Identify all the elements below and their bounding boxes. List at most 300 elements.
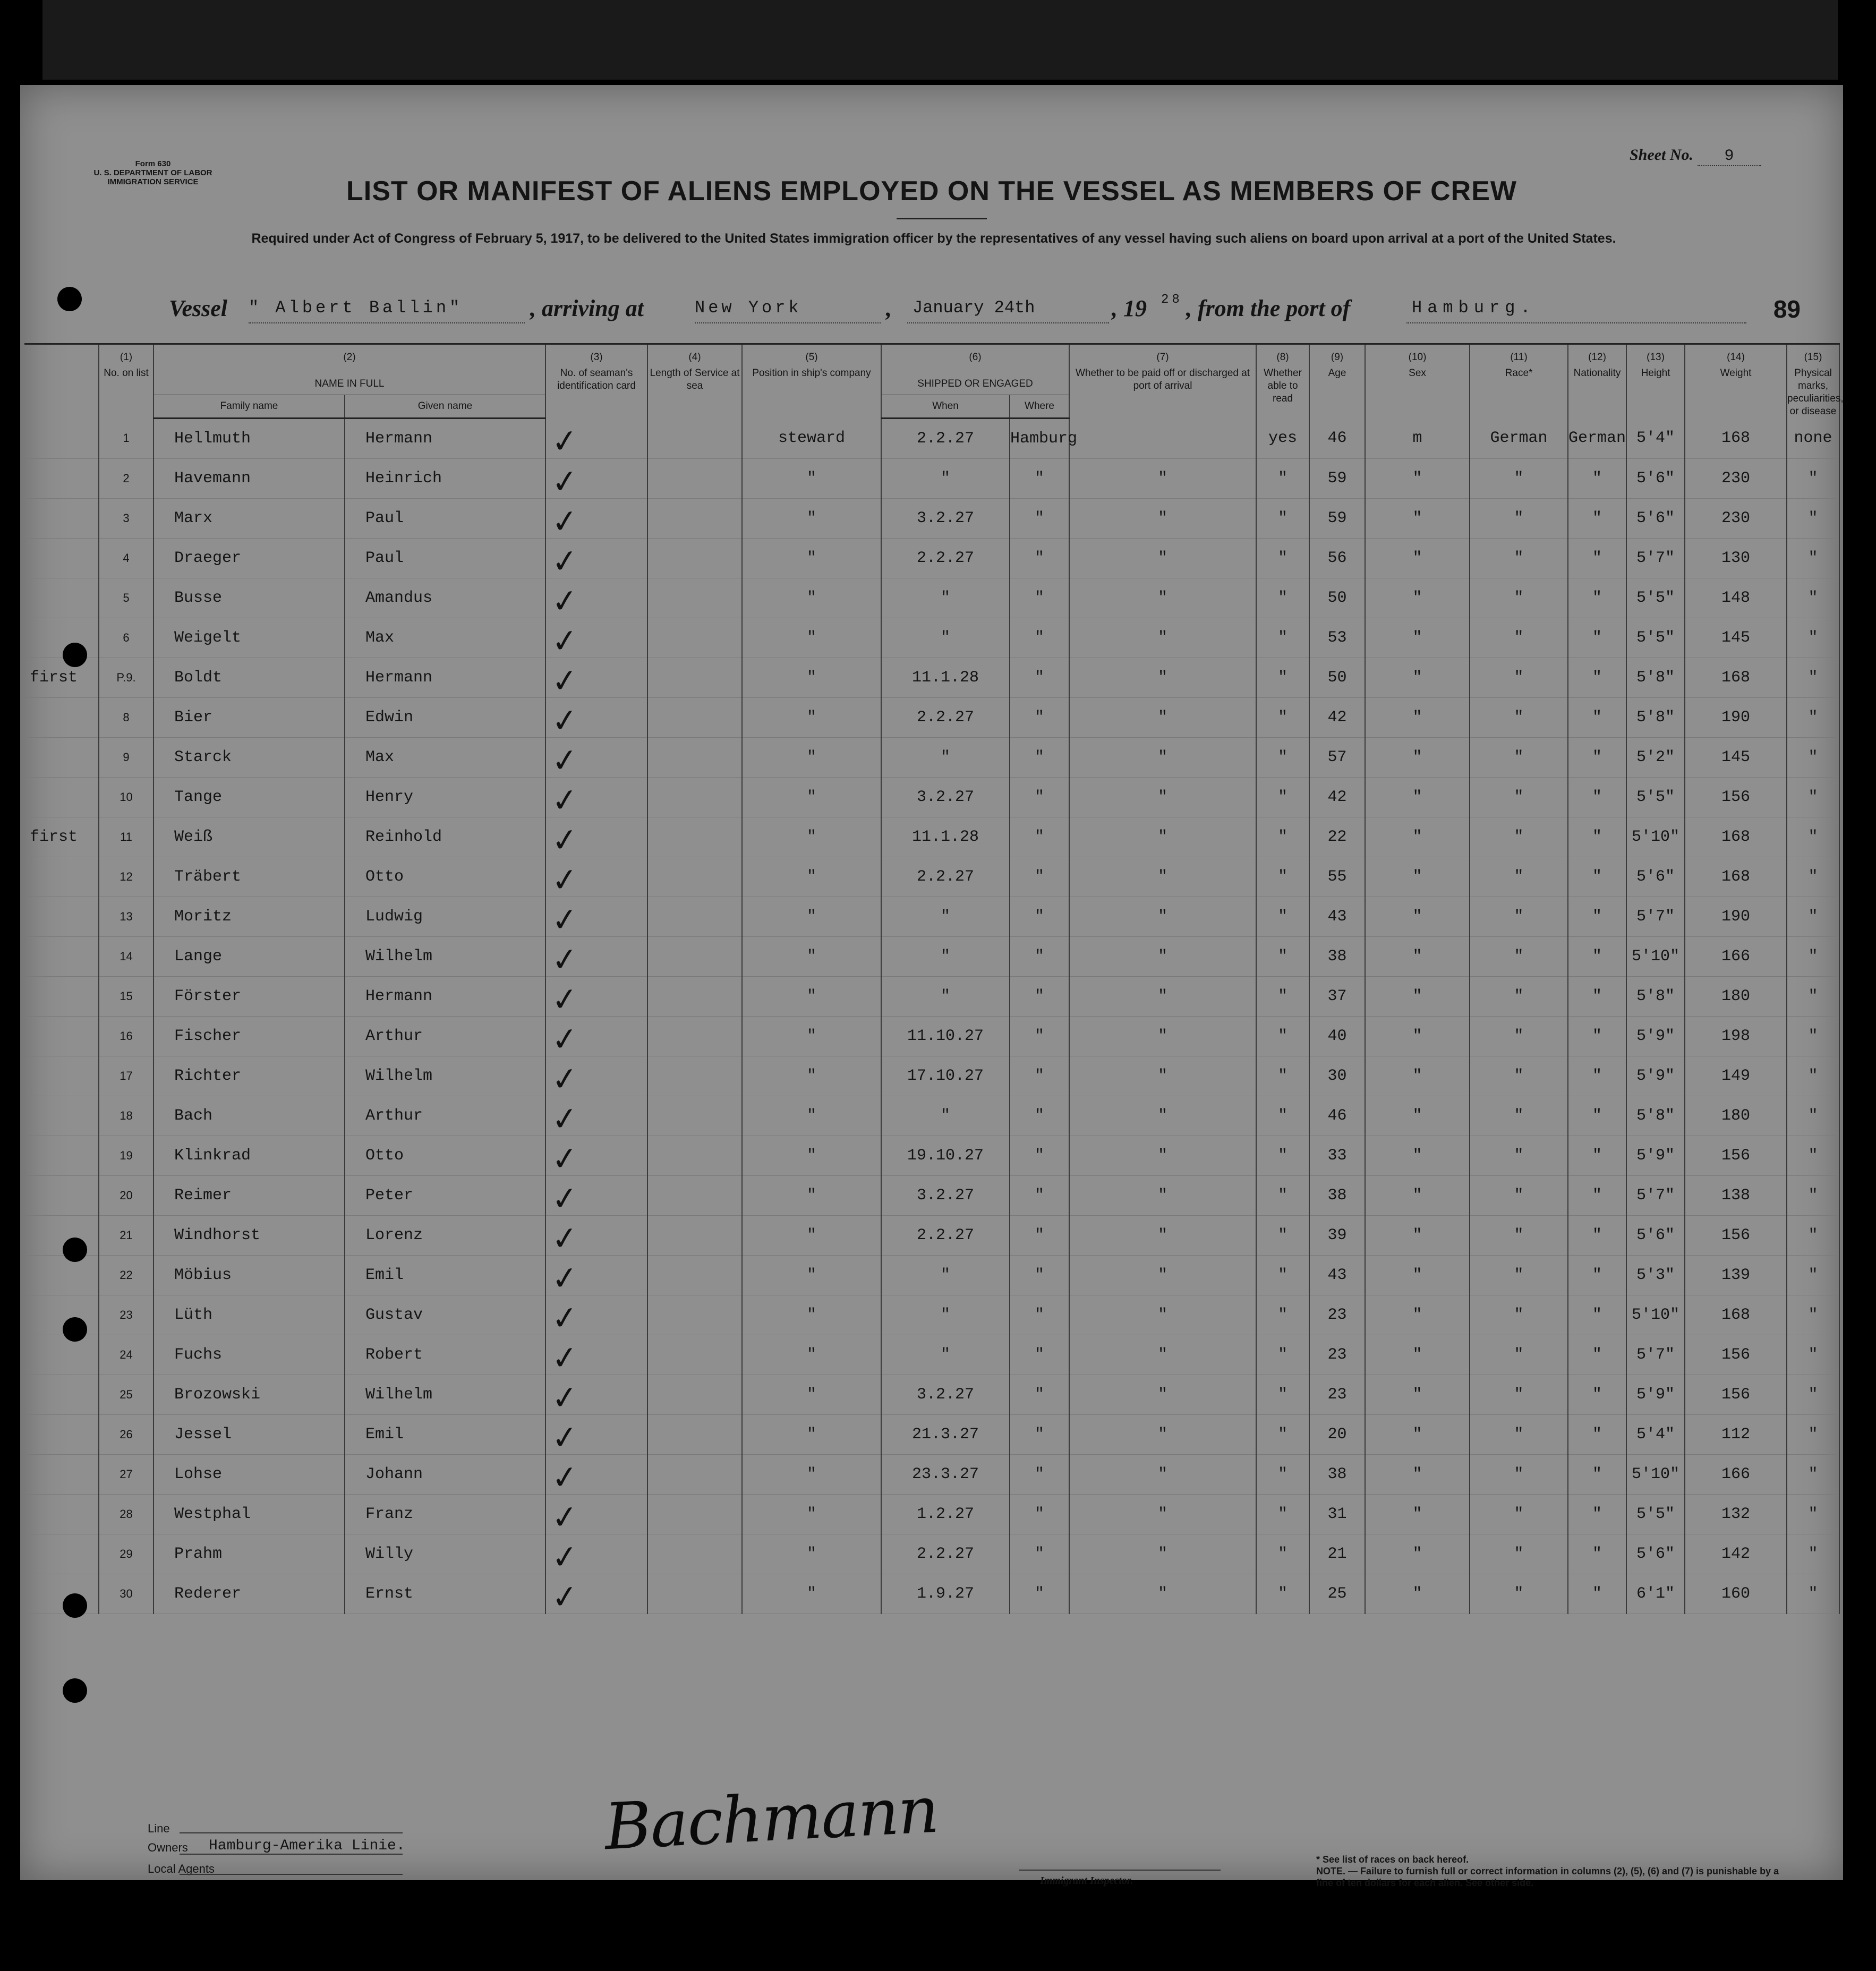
paid-off: " bbox=[1069, 1574, 1256, 1614]
sex: " bbox=[1365, 777, 1470, 817]
service-length bbox=[647, 1056, 742, 1096]
table-row bbox=[24, 1255, 1839, 1295]
family-name: Förster bbox=[154, 976, 345, 1016]
height: 5'4" bbox=[1626, 418, 1685, 458]
family-name: Rederer bbox=[154, 1574, 345, 1614]
shipped-when: 3.2.27 bbox=[881, 498, 1010, 538]
race: " bbox=[1470, 1136, 1568, 1175]
id-card-check: ✓ bbox=[544, 493, 650, 543]
race: " bbox=[1470, 1454, 1568, 1494]
list-number: 20 bbox=[99, 1175, 154, 1215]
id-card-check: ✓ bbox=[544, 1489, 650, 1539]
line-underline bbox=[180, 1832, 403, 1833]
able-to-read: " bbox=[1256, 1215, 1309, 1255]
paid-off: " bbox=[1069, 1454, 1256, 1494]
id-card-check: ✓ bbox=[544, 1011, 650, 1061]
weight: 156 bbox=[1685, 777, 1787, 817]
physical-marks: " bbox=[1787, 936, 1839, 976]
given-name: Paul bbox=[345, 538, 545, 578]
height: 5'9" bbox=[1626, 1375, 1685, 1414]
shipped-when: 2.2.27 bbox=[881, 857, 1010, 897]
nationality: " bbox=[1568, 1175, 1626, 1215]
margin-note bbox=[24, 618, 99, 658]
margin-note bbox=[24, 418, 99, 458]
able-to-read: " bbox=[1256, 1016, 1309, 1056]
shipped-where: " bbox=[1010, 458, 1069, 498]
id-card-check: ✓ bbox=[544, 851, 650, 902]
margin-note bbox=[24, 1096, 99, 1136]
id-card-check: ✓ bbox=[544, 692, 650, 743]
shipped-when: " bbox=[881, 578, 1010, 618]
given-name: Arthur bbox=[345, 1096, 545, 1136]
list-number: 1 bbox=[99, 418, 154, 458]
col-header-height: (13) Height bbox=[1626, 344, 1685, 419]
given-name: Robert bbox=[345, 1335, 545, 1375]
table-row bbox=[24, 1215, 1839, 1255]
paid-off: " bbox=[1069, 538, 1256, 578]
shipped-when: 3.2.27 bbox=[881, 1375, 1010, 1414]
sex: " bbox=[1365, 1494, 1470, 1534]
physical-marks: " bbox=[1787, 1494, 1839, 1534]
table-row bbox=[24, 1016, 1839, 1056]
service-length bbox=[647, 1375, 742, 1414]
col-header-when: When bbox=[881, 395, 1010, 418]
service-length bbox=[647, 777, 742, 817]
shipped-where: " bbox=[1010, 936, 1069, 976]
title-rule bbox=[897, 218, 987, 219]
id-card-check: ✓ bbox=[544, 891, 650, 942]
shipped-when: 17.10.27 bbox=[881, 1056, 1010, 1096]
service-length bbox=[647, 1295, 742, 1335]
given-name: Paul bbox=[345, 498, 545, 538]
given-name: Peter bbox=[345, 1175, 545, 1215]
weight: 139 bbox=[1685, 1255, 1787, 1295]
date-dotline bbox=[907, 322, 1109, 323]
able-to-read: " bbox=[1256, 578, 1309, 618]
table-row bbox=[24, 1454, 1839, 1494]
race: " bbox=[1470, 658, 1568, 697]
height: 5'9" bbox=[1626, 1056, 1685, 1096]
height: 5'6" bbox=[1626, 498, 1685, 538]
physical-marks: " bbox=[1787, 897, 1839, 936]
family-name: Jessel bbox=[154, 1414, 345, 1454]
service-length bbox=[647, 538, 742, 578]
shipped-where: " bbox=[1010, 1534, 1069, 1574]
margin-note bbox=[24, 697, 99, 737]
paid-off: " bbox=[1069, 1215, 1256, 1255]
list-number: 6 bbox=[99, 618, 154, 658]
table-row bbox=[24, 538, 1839, 578]
able-to-read: " bbox=[1256, 538, 1309, 578]
given-name: Reinhold bbox=[345, 817, 545, 857]
owners-value: Hamburg-Amerika Linie. bbox=[209, 1838, 405, 1854]
physical-marks: none bbox=[1787, 418, 1839, 458]
nationality: " bbox=[1568, 538, 1626, 578]
height: 5'10" bbox=[1626, 1454, 1685, 1494]
physical-marks: " bbox=[1787, 857, 1839, 897]
race: " bbox=[1470, 1494, 1568, 1534]
list-number: 30 bbox=[99, 1574, 154, 1614]
margin-note bbox=[24, 1375, 99, 1414]
id-card-check: ✓ bbox=[544, 931, 650, 982]
able-to-read: " bbox=[1256, 817, 1309, 857]
weight: 168 bbox=[1685, 857, 1787, 897]
position: " bbox=[742, 578, 881, 618]
family-name: Lüth bbox=[154, 1295, 345, 1335]
position: " bbox=[742, 1255, 881, 1295]
list-number: 14 bbox=[99, 936, 154, 976]
nationality: " bbox=[1568, 1096, 1626, 1136]
margin-note bbox=[24, 897, 99, 936]
family-name: Lange bbox=[154, 936, 345, 976]
given-name: Gustav bbox=[345, 1295, 545, 1335]
shipped-where: " bbox=[1010, 658, 1069, 697]
given-name: Lorenz bbox=[345, 1215, 545, 1255]
able-to-read: " bbox=[1256, 1175, 1309, 1215]
shipped-where: " bbox=[1010, 976, 1069, 1016]
weight: 142 bbox=[1685, 1534, 1787, 1574]
table-row bbox=[24, 658, 1839, 697]
paid-off: " bbox=[1069, 737, 1256, 777]
family-name: Westphal bbox=[154, 1494, 345, 1534]
id-card-check: ✓ bbox=[544, 1369, 650, 1420]
shipped-when: 3.2.27 bbox=[881, 777, 1010, 817]
col-header-position: (5) Position in ship's company bbox=[742, 344, 881, 419]
height: 5'8" bbox=[1626, 976, 1685, 1016]
table-row bbox=[24, 817, 1839, 857]
position: " bbox=[742, 976, 881, 1016]
list-number: 24 bbox=[99, 1335, 154, 1375]
age: 50 bbox=[1309, 658, 1365, 697]
height: 5'7" bbox=[1626, 897, 1685, 936]
weight: 230 bbox=[1685, 458, 1787, 498]
height: 5'5" bbox=[1626, 578, 1685, 618]
physical-marks: " bbox=[1787, 1295, 1839, 1335]
margin-note bbox=[24, 1574, 99, 1614]
height: 5'6" bbox=[1626, 1534, 1685, 1574]
service-length bbox=[647, 737, 742, 777]
physical-marks: " bbox=[1787, 976, 1839, 1016]
age: 31 bbox=[1309, 1494, 1365, 1534]
shipped-when: " bbox=[881, 1255, 1010, 1295]
weight: 198 bbox=[1685, 1016, 1787, 1056]
sex: " bbox=[1365, 498, 1470, 538]
paid-off: " bbox=[1069, 1295, 1256, 1335]
shipped-where: " bbox=[1010, 1295, 1069, 1335]
race: " bbox=[1470, 1414, 1568, 1454]
margin-note bbox=[24, 857, 99, 897]
race: " bbox=[1470, 1534, 1568, 1574]
physical-marks: " bbox=[1787, 1096, 1839, 1136]
col-header-age: (9) Age bbox=[1309, 344, 1365, 419]
table-row bbox=[24, 458, 1839, 498]
family-name: Bier bbox=[154, 697, 345, 737]
table-row bbox=[24, 1136, 1839, 1175]
service-length bbox=[647, 458, 742, 498]
col-header-marks: (15) Physical marks, peculiarities, or disease bbox=[1787, 344, 1839, 419]
physical-marks: " bbox=[1787, 1255, 1839, 1295]
family-name: Tange bbox=[154, 777, 345, 817]
family-name: Boldt bbox=[154, 658, 345, 697]
height: 5'6" bbox=[1626, 1215, 1685, 1255]
paid-off: " bbox=[1069, 1136, 1256, 1175]
col-header-race: (11) Race* bbox=[1470, 344, 1568, 419]
col-header-paid-off: (7) Whether to be paid off or discharged at port of arrival bbox=[1069, 344, 1256, 419]
physical-marks: " bbox=[1787, 1175, 1839, 1215]
nationality: " bbox=[1568, 1215, 1626, 1255]
able-to-read: " bbox=[1256, 976, 1309, 1016]
shipped-when: " bbox=[881, 1096, 1010, 1136]
physical-marks: " bbox=[1787, 1574, 1839, 1614]
paid-off: " bbox=[1069, 817, 1256, 857]
table-row bbox=[24, 936, 1839, 976]
shipped-when: 3.2.27 bbox=[881, 1175, 1010, 1215]
arrival-dotline bbox=[695, 322, 881, 323]
service-length bbox=[647, 1454, 742, 1494]
family-name: Klinkrad bbox=[154, 1136, 345, 1175]
physical-marks: " bbox=[1787, 458, 1839, 498]
weight: 166 bbox=[1685, 1454, 1787, 1494]
list-number: 9 bbox=[99, 737, 154, 777]
service-length bbox=[647, 578, 742, 618]
race: " bbox=[1470, 976, 1568, 1016]
shipped-where: " bbox=[1010, 1255, 1069, 1295]
table-row bbox=[24, 737, 1839, 777]
inspector-label: Immigrant Inspector. bbox=[1040, 1875, 1133, 1887]
sex: " bbox=[1365, 1574, 1470, 1614]
physical-marks: " bbox=[1787, 658, 1839, 697]
col-header-where: Where bbox=[1010, 395, 1069, 418]
table-row bbox=[24, 1056, 1839, 1096]
weight: 180 bbox=[1685, 976, 1787, 1016]
shipped-when: 11.1.28 bbox=[881, 817, 1010, 857]
age: 25 bbox=[1309, 1574, 1365, 1614]
age: 59 bbox=[1309, 458, 1365, 498]
margin-note: first bbox=[24, 658, 99, 697]
margin-note bbox=[24, 1056, 99, 1096]
id-card-check: ✓ bbox=[544, 772, 650, 822]
shipped-where: " bbox=[1010, 1096, 1069, 1136]
family-name: Busse bbox=[154, 578, 345, 618]
shipped-where: " bbox=[1010, 857, 1069, 897]
department-name: U. S. DEPARTMENT OF LABOR bbox=[93, 168, 212, 177]
shipped-where: " bbox=[1010, 1016, 1069, 1056]
owners-underline bbox=[180, 1854, 403, 1855]
able-to-read: " bbox=[1256, 1056, 1309, 1096]
position: " bbox=[742, 697, 881, 737]
list-number: 25 bbox=[99, 1375, 154, 1414]
shipped-when: 19.10.27 bbox=[881, 1136, 1010, 1175]
given-name: Emil bbox=[345, 1414, 545, 1454]
race: " bbox=[1470, 1335, 1568, 1375]
shipped-where: " bbox=[1010, 1136, 1069, 1175]
shipped-when: 1.2.27 bbox=[881, 1494, 1010, 1534]
service-length bbox=[647, 1096, 742, 1136]
position: " bbox=[742, 1335, 881, 1375]
given-name: Franz bbox=[345, 1494, 545, 1534]
nationality: " bbox=[1568, 1255, 1626, 1295]
family-name: Hellmuth bbox=[154, 418, 345, 458]
able-to-read: " bbox=[1256, 1414, 1309, 1454]
sex: " bbox=[1365, 458, 1470, 498]
table-row bbox=[24, 1335, 1839, 1375]
sex: " bbox=[1365, 1454, 1470, 1494]
race: " bbox=[1470, 697, 1568, 737]
weight: 168 bbox=[1685, 817, 1787, 857]
race: " bbox=[1470, 578, 1568, 618]
crew-manifest-table bbox=[24, 343, 1844, 1617]
position: " bbox=[742, 1016, 881, 1056]
sheet-label: Sheet No. bbox=[1630, 146, 1693, 164]
sex: " bbox=[1365, 936, 1470, 976]
margin-note: first bbox=[24, 817, 99, 857]
given-name: Hermann bbox=[345, 976, 545, 1016]
shipped-when: " bbox=[881, 976, 1010, 1016]
weight: 190 bbox=[1685, 897, 1787, 936]
nationality: " bbox=[1568, 777, 1626, 817]
list-number: 5 bbox=[99, 578, 154, 618]
table-row bbox=[24, 976, 1839, 1016]
family-name: Fuchs bbox=[154, 1335, 345, 1375]
able-to-read: " bbox=[1256, 1255, 1309, 1295]
inspector-rule bbox=[1019, 1870, 1221, 1871]
list-number: 10 bbox=[99, 777, 154, 817]
height: 5'6" bbox=[1626, 458, 1685, 498]
position: " bbox=[742, 857, 881, 897]
id-card-check: ✓ bbox=[544, 1210, 650, 1260]
age: 20 bbox=[1309, 1414, 1365, 1454]
position: " bbox=[742, 1096, 881, 1136]
position: " bbox=[742, 1494, 881, 1534]
id-card-check: ✓ bbox=[544, 1051, 650, 1101]
paid-off: " bbox=[1069, 618, 1256, 658]
able-to-read: " bbox=[1256, 498, 1309, 538]
sex: " bbox=[1365, 1016, 1470, 1056]
race: " bbox=[1470, 1096, 1568, 1136]
list-number: 12 bbox=[99, 857, 154, 897]
margin-note bbox=[24, 1016, 99, 1056]
service-length bbox=[647, 658, 742, 697]
position: " bbox=[742, 658, 881, 697]
sex: " bbox=[1365, 538, 1470, 578]
list-number: 8 bbox=[99, 697, 154, 737]
owners-label: Owners bbox=[148, 1841, 188, 1854]
able-to-read: " bbox=[1256, 857, 1309, 897]
id-card-check: ✓ bbox=[544, 652, 650, 703]
margin-note bbox=[24, 1215, 99, 1255]
weight: 145 bbox=[1685, 618, 1787, 658]
binder-hole bbox=[63, 1678, 87, 1703]
margin-note bbox=[24, 777, 99, 817]
position: " bbox=[742, 1534, 881, 1574]
age: 46 bbox=[1309, 418, 1365, 458]
family-name: Reimer bbox=[154, 1175, 345, 1215]
height: 5'7" bbox=[1626, 1175, 1685, 1215]
able-to-read: " bbox=[1256, 737, 1309, 777]
id-card-check: ✓ bbox=[544, 413, 650, 464]
family-name: Windhorst bbox=[154, 1215, 345, 1255]
id-card-check: ✓ bbox=[544, 812, 650, 862]
from-label: , from the port of bbox=[1186, 295, 1351, 321]
physical-marks: " bbox=[1787, 618, 1839, 658]
race: " bbox=[1470, 857, 1568, 897]
able-to-read: yes bbox=[1256, 418, 1309, 458]
given-name: Edwin bbox=[345, 697, 545, 737]
shipped-where: Hamburg bbox=[1010, 418, 1069, 458]
age: 38 bbox=[1309, 1454, 1365, 1494]
family-name: Moritz bbox=[154, 897, 345, 936]
race: " bbox=[1470, 1574, 1568, 1614]
age: 22 bbox=[1309, 817, 1365, 857]
height: 5'3" bbox=[1626, 1255, 1685, 1295]
sex: " bbox=[1365, 1335, 1470, 1375]
table-row bbox=[24, 1534, 1839, 1574]
shipped-where: " bbox=[1010, 737, 1069, 777]
physical-marks: " bbox=[1787, 1454, 1839, 1494]
shipped-when: 23.3.27 bbox=[881, 1454, 1010, 1494]
physical-marks: " bbox=[1787, 777, 1839, 817]
shipped-when: " bbox=[881, 936, 1010, 976]
sex: " bbox=[1365, 1096, 1470, 1136]
paid-off: " bbox=[1069, 697, 1256, 737]
form-number: Form 630 bbox=[135, 159, 171, 168]
port-dotline bbox=[1406, 322, 1746, 323]
family-name: Lohse bbox=[154, 1454, 345, 1494]
given-name: Wilhelm bbox=[345, 1375, 545, 1414]
service-length bbox=[647, 936, 742, 976]
weight: 190 bbox=[1685, 697, 1787, 737]
nationality: " bbox=[1568, 458, 1626, 498]
margin-note bbox=[24, 1494, 99, 1534]
sex: " bbox=[1365, 737, 1470, 777]
physical-marks: " bbox=[1787, 578, 1839, 618]
service-length bbox=[647, 1414, 742, 1454]
vessel-dotline bbox=[249, 322, 525, 323]
col-header-shipped: (6) SHIPPED OR ENGAGED bbox=[881, 344, 1069, 395]
given-name: Arthur bbox=[345, 1016, 545, 1056]
race: " bbox=[1470, 737, 1568, 777]
position: " bbox=[742, 618, 881, 658]
sex: " bbox=[1365, 1136, 1470, 1175]
race: " bbox=[1470, 1375, 1568, 1414]
page-number: 89 bbox=[1773, 295, 1801, 323]
shipped-when: 11.10.27 bbox=[881, 1016, 1010, 1056]
paid-off: " bbox=[1069, 1255, 1256, 1295]
shipped-where: " bbox=[1010, 697, 1069, 737]
given-name: Hermann bbox=[345, 418, 545, 458]
shipped-when: 1.9.27 bbox=[881, 1574, 1010, 1614]
table-row bbox=[24, 777, 1839, 817]
shipped-where: " bbox=[1010, 1215, 1069, 1255]
height: 5'9" bbox=[1626, 1136, 1685, 1175]
age: 30 bbox=[1309, 1056, 1365, 1096]
margin-note bbox=[24, 1335, 99, 1375]
sex: " bbox=[1365, 1295, 1470, 1335]
table-row bbox=[24, 857, 1839, 897]
list-number: 4 bbox=[99, 538, 154, 578]
age: 37 bbox=[1309, 976, 1365, 1016]
sex: " bbox=[1365, 658, 1470, 697]
position: " bbox=[742, 1136, 881, 1175]
shipped-when: 2.2.27 bbox=[881, 1534, 1010, 1574]
agents-underline bbox=[180, 1874, 403, 1875]
shipped-where: " bbox=[1010, 1494, 1069, 1534]
given-name: Heinrich bbox=[345, 458, 545, 498]
position: " bbox=[742, 1175, 881, 1215]
service-length bbox=[647, 1255, 742, 1295]
nationality: " bbox=[1568, 1454, 1626, 1494]
weight: 112 bbox=[1685, 1414, 1787, 1454]
